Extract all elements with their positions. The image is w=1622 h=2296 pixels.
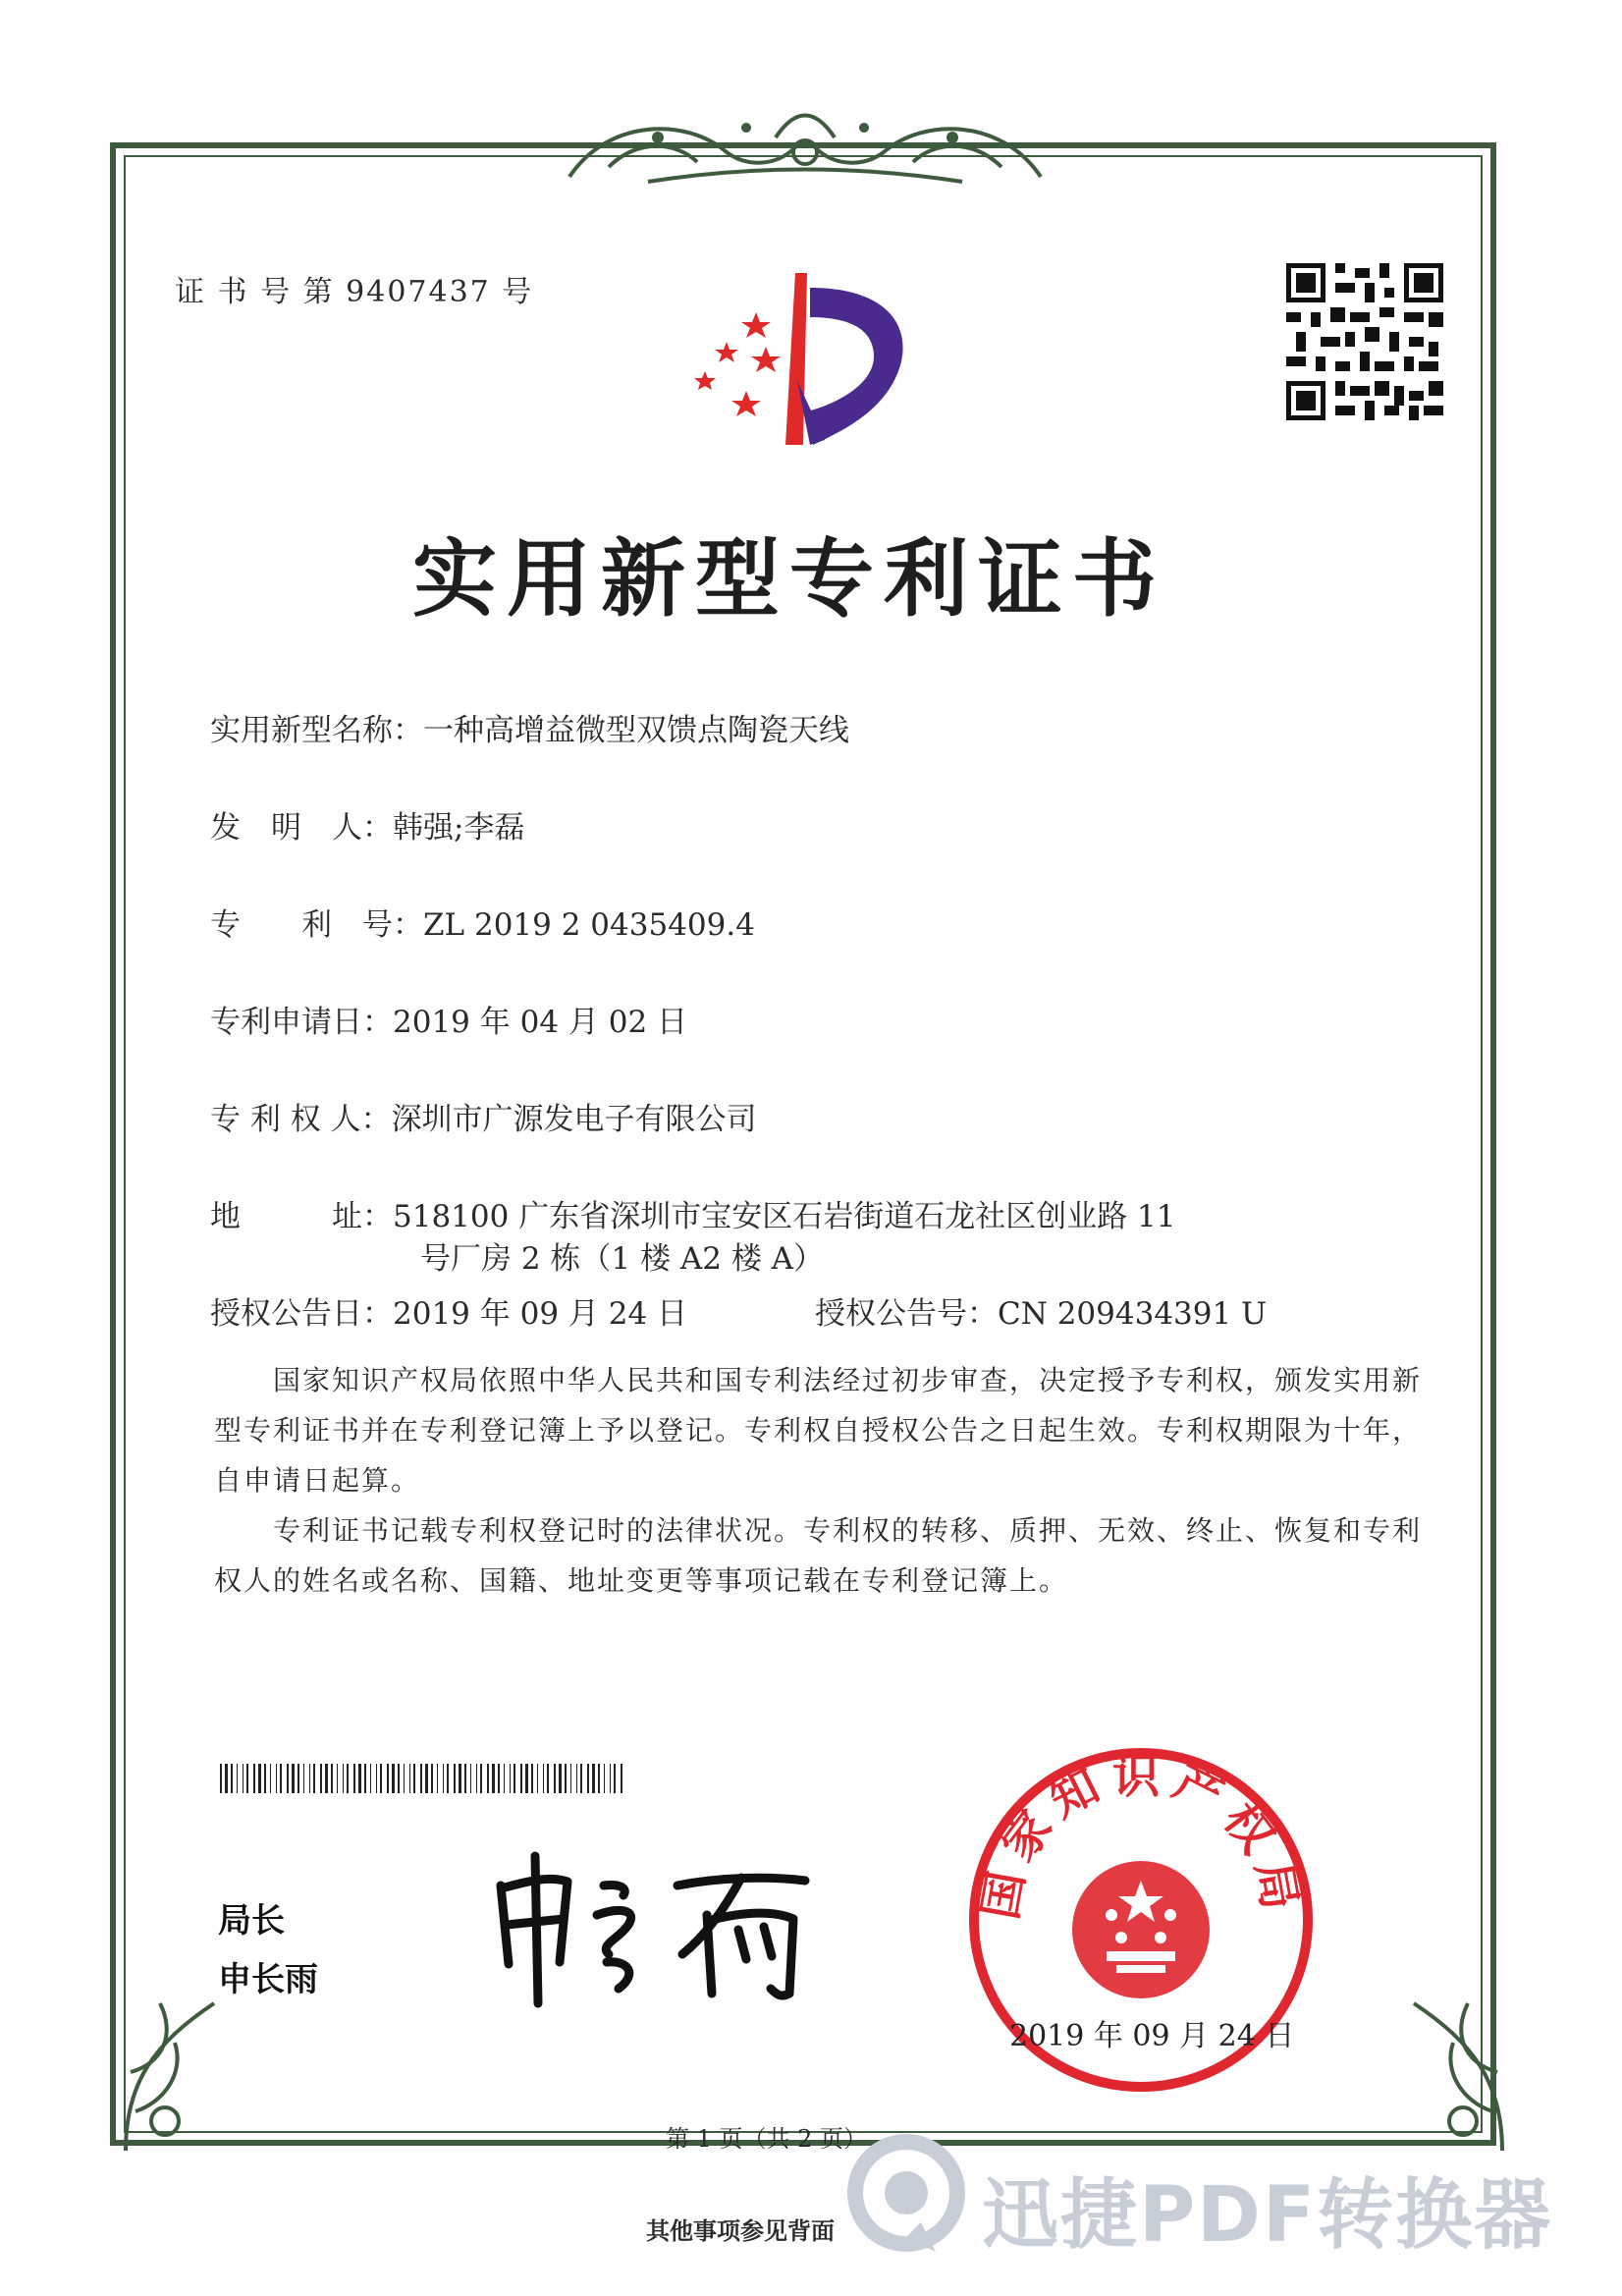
application-date-label: 专利申请日： [210, 1005, 393, 1040]
watermark-logo-icon [842, 2129, 970, 2257]
paragraph-1: 国家知识产权局依照中华人民共和国专利法经过初步审查，决定授予专利权，颁发实用新型专利证书并在专利登记簿上予以登记。专利权自授权公告之日起生效。专利权期限为十年，自申请日起算。 [214, 1364, 1423, 1497]
paragraph-2: 专利证书记载专利权登记时的法律状况。专利权的转移、质押、无效、终止、恢复和专利权人的姓名或名称、国籍、地址变更等事项记载在专利登记簿上。 [214, 1514, 1423, 1597]
seal-date: 2019 年 09 月 24 日 [1009, 2019, 1295, 2053]
inventor-value: 韩强;李磊 [393, 810, 525, 846]
legal-statement [214, 1355, 1422, 1606]
field-patent-number [210, 900, 755, 944]
patent-number-value: ZL 2019 2 0435409.4 [423, 907, 755, 943]
patentee-label: 专 利 权 人： [210, 1102, 392, 1137]
application-date-value: 2019 年 04 月 02 日 [393, 1005, 688, 1040]
field-patentee [210, 1094, 757, 1138]
grant-date-label: 授权公告日： [210, 1296, 393, 1332]
field-application-date [210, 997, 687, 1041]
signature [481, 1846, 835, 2013]
grant-date-value: 2019 年 09 月 24 日 [393, 1296, 688, 1332]
certificate-title: 实用新型专利证书 [412, 529, 1166, 629]
footer-note: 其他事项参见背面 [646, 2216, 835, 2245]
patent-number-label: 专 利 号： [210, 907, 423, 943]
field-grant-date [210, 1288, 687, 1333]
top-ornament [550, 98, 1060, 196]
field-address [210, 1191, 1176, 1235]
address-line-2: 号厂房 2 栋（1 楼 A2 楼 A） [420, 1241, 825, 1277]
field-grant-number [815, 1288, 1267, 1333]
director-name: 申长雨 [218, 1960, 318, 1999]
inventor-label: 发 明 人： [210, 810, 393, 846]
grant-number-value: CN 209434391 U [998, 1296, 1268, 1332]
patentee-value: 深圳市广源发电子有限公司 [391, 1102, 757, 1137]
address-line-1: 518100 广东省深圳市宝安区石岩街道石龙社区创业路 11 [393, 1199, 1176, 1234]
grant-number-label: 授权公告号： [815, 1296, 998, 1332]
certificate-number: 证 书 号 第 9407437 号 [175, 275, 534, 309]
name-value: 一种高增益微型双馈点陶瓷天线 [423, 713, 849, 748]
qr-code [1286, 263, 1443, 420]
director-title: 局长 [218, 1901, 285, 1941]
patent-logo [687, 263, 933, 460]
barcode [220, 1764, 624, 1793]
corner-ornament-bottom-right [1375, 1964, 1522, 2160]
svg-text:国家知识产权局: 国家知识产权局 [972, 1749, 1310, 1924]
name-label: 实用新型名称： [210, 713, 423, 748]
field-utility-model-name [210, 705, 849, 749]
page-info: 第 1 页（共 2 页） [666, 2125, 868, 2153]
address-label: 地 址： [210, 1199, 393, 1234]
field-inventor [210, 802, 524, 847]
watermark-text: 迅捷PDF转换器 [982, 2171, 1553, 2260]
